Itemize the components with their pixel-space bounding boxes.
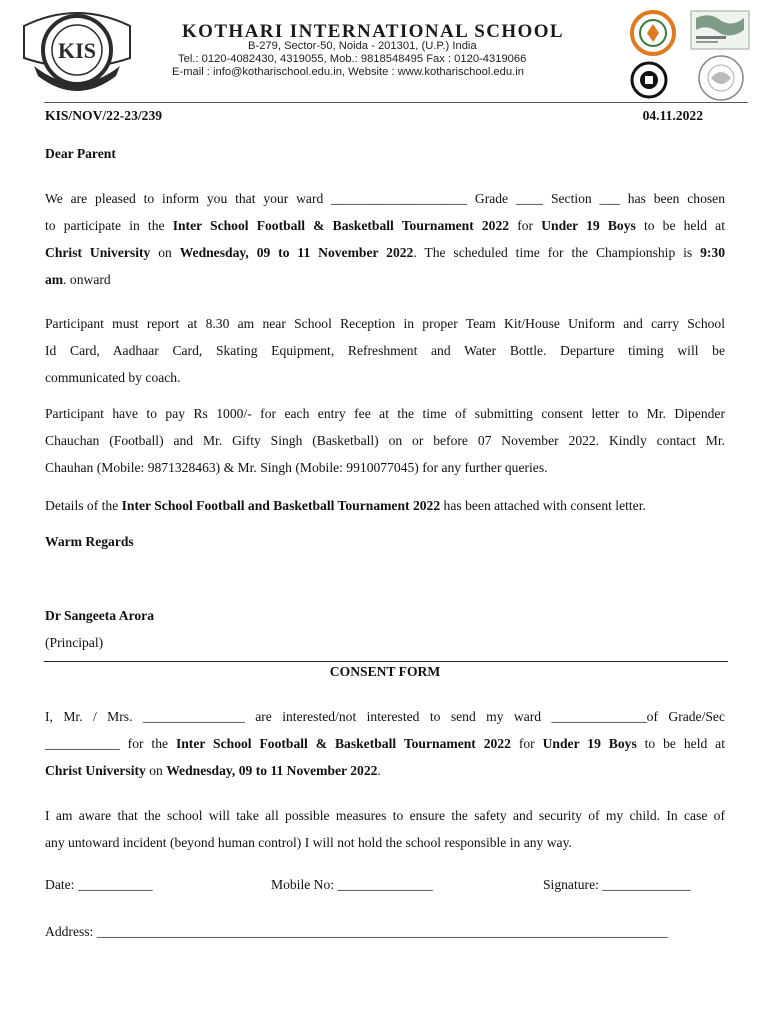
venue: Christ University	[45, 245, 151, 260]
consent-divider	[44, 661, 728, 662]
paragraph-line: Participant have to pay Rs 1000/- for each entry fee at the time of submitting consent letter to Mr. Dipender	[45, 406, 725, 421]
paragraph-line: Participant must report at 8.30 am near School Reception in proper Team Kit/House Uniform and carry School	[45, 316, 725, 331]
global-school-badge-icon	[682, 52, 760, 104]
paragraph-line: to participate in the Inter School Football & Basketball Tournament 2022 for Under 19 Boys to be held at	[45, 218, 725, 233]
paragraph-line: We are pleased to inform you that your ward ____________________ Grade ____ Section ___ has been chosen	[45, 191, 725, 206]
paragraph-line: Id Card, Aadhaar Card, Skating Equipment, Refreshment and Water Bottle. Departure timing will be	[45, 343, 725, 358]
tournament-name: Inter School Football & Basketball Tournament 2022	[172, 218, 510, 233]
accreditation-badge-icon	[626, 10, 680, 56]
paragraph-line: am. onward	[45, 272, 111, 287]
details-paragraph	[45, 492, 725, 519]
invitation-paragraph	[45, 185, 725, 293]
address-field[interactable]: Address: ____________________________________________________________________________________	[45, 924, 668, 939]
closing: Warm Regards	[45, 534, 134, 549]
letterhead	[0, 0, 770, 108]
reference-number: KIS/NOV/22-23/239	[45, 108, 163, 123]
mobile-field[interactable]: Mobile No: ______________	[271, 877, 433, 892]
paragraph-line: Chauchan (Football) and Mr. Gifty Singh (Basketball) on or before 07 November 2022. Kindly contact Mr.	[45, 433, 725, 448]
consent-paragraph	[45, 703, 725, 784]
category: Under 19 Boys	[541, 218, 636, 233]
school-email: E-mail : info@kotharischool.edu.in, Website : www.kotharischool.edu.in	[172, 66, 524, 78]
event-dates: Wednesday, 09 to 11 November 2022	[179, 245, 414, 260]
school-logo-icon	[18, 6, 136, 94]
salutation: Dear Parent	[45, 146, 116, 161]
paragraph-line: Christ University on Wednesday, 09 to 11 November 2022. The scheduled time for the Championship is 9:30	[45, 245, 726, 260]
paragraph-line: communicated by coach.	[45, 370, 181, 385]
signature-field[interactable]: Signature: _____________	[543, 877, 691, 892]
start-time: 9:30	[700, 245, 726, 260]
school-address: B-279, Sector-50, Noida - 201301, (U.P.) India	[248, 40, 477, 52]
paragraph-line: any untoward incident (beyond human control) I will not hold the school responsible in any way.	[45, 835, 572, 850]
paragraph-line: ___________ for the Inter School Football & Basketball Tournament 2022 for Under 19 Boys to be held at	[45, 736, 725, 751]
paragraph-line: I, Mr. / Mrs. _______________ are interested/not interested to send my ward ______________of Grade/Sec	[45, 709, 725, 724]
school-name: KOTHARI INTERNATIONAL SCHOOL	[182, 21, 564, 42]
safety-paragraph	[45, 802, 725, 856]
reporting-paragraph	[45, 310, 725, 391]
paragraph-line: Christ University on Wednesday, 09 to 11 November 2022.	[45, 763, 381, 778]
principal-name: Dr Sangeeta Arora	[45, 608, 154, 623]
paragraph-line: Details of the Inter School Football and Basketball Tournament 2022 has been attached with consent letter.	[45, 498, 646, 513]
fee-paragraph	[45, 400, 725, 481]
consent-form-title: CONSENT FORM	[329, 664, 441, 679]
date-field[interactable]: Date: ___________	[45, 877, 153, 892]
board-affiliation-icon	[626, 60, 672, 100]
paragraph-line: Chauhan (Mobile: 9871328463) & Mr. Singh (Mobile: 9910077045) for any further queries.	[45, 460, 548, 475]
letterhead-divider	[44, 102, 748, 103]
principal-title: (Principal)	[45, 635, 104, 650]
paragraph-line: I am aware that the school will take all possible measures to ensure the safety and security of my child. In case of	[45, 808, 725, 823]
letter-date: 04.11.2022	[642, 108, 703, 123]
school-phone: Tel.: 0120-4082430, 4319055, Mob.: 9818548495 Fax : 0120-4319066	[178, 53, 527, 65]
svg-text:KIS: KIS	[58, 38, 96, 63]
international-award-badge-icon	[690, 10, 750, 50]
